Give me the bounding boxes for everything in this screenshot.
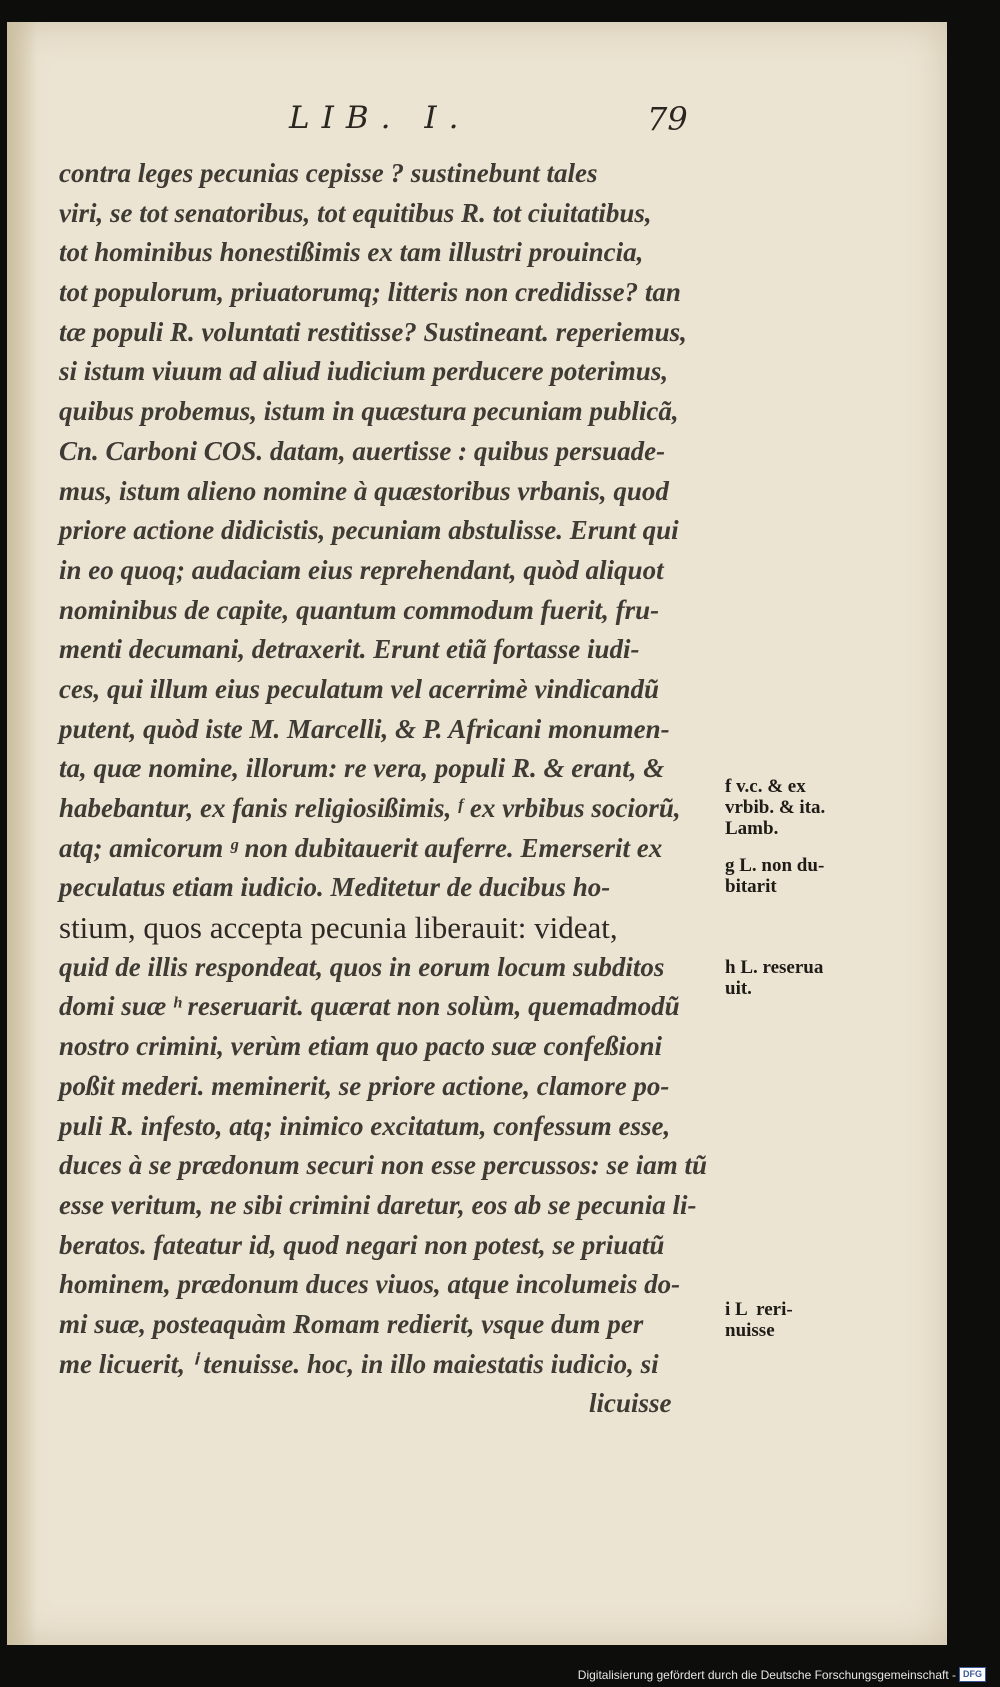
text-line: quid de illis respondeat, quos in eorum locum subditos: [59, 951, 665, 982]
running-head: LIB. I.: [289, 100, 471, 136]
text-line: contra leges pecunias cepisse ? sustinebunt tales: [59, 158, 598, 188]
text-line: ta, quæ nomine, illorum: re vera, populi R. & erant, &: [59, 753, 665, 784]
text-line: puli R. infesto, atq; inimico excitatum, confessum esse,: [59, 1110, 671, 1141]
text-line: quibus probemus, istum in quæstura pecuniam publicã,: [59, 396, 679, 427]
margin-note-i: i L reri- nuisse: [725, 1299, 793, 1341]
text-line: tæ populi R. voluntati restitisse? Sustineant. reperiemus,: [59, 316, 687, 347]
text-line: viri, se tot senatoribus, tot equitibus R. tot ciuitatibus,: [59, 197, 652, 228]
dfg-logo: DFG: [959, 1667, 986, 1682]
text-line: peculatus etiam iudicio. Meditetur de ducibus ho-: [59, 872, 611, 903]
text-line: me licuerit, ⁱ tenuisse. hoc, in illo maiestatis iudicio, si: [59, 1348, 659, 1379]
text-line: domi suæ ʰ reseruarit. quærat non solùm, quemadmodũ: [59, 991, 680, 1022]
text-line: hominem, prædonum duces viuos, atque incolumeis do-: [59, 1269, 681, 1300]
catchword: licuisse: [589, 1388, 672, 1419]
text-line: tot hominibus honestißimis ex tam illustri prouincia,: [59, 237, 644, 268]
text-line: priore actione didicistis, pecuniam abstulisse. Erunt qui: [59, 515, 679, 546]
text-line: Cn. Carboni COS. datam, auertisse : quibus persuade-: [59, 435, 666, 466]
text-line: putent, quòd iste M. Marcelli, & P. Africani monumen-: [59, 713, 670, 744]
text-line: duces à se prædonum securi non esse percussos: se iam tũ: [59, 1150, 708, 1181]
text-line: mi suæ, posteaquàm Romam redierit, vsque dum per: [59, 1308, 644, 1339]
text-line: menti decumani, detraxerit. Erunt etiã fortasse iudi-: [59, 634, 640, 665]
margin-note-h: h L. reserua uit.: [725, 957, 824, 999]
text-line: si istum viuum ad aliud iudicium perducere poterimus,: [59, 356, 669, 387]
credit-text: Digitalisierung gefördert durch die Deutsche Forschungsgemeinschaft -: [577, 1667, 956, 1682]
margin-note-f: f v.c. & ex vrbib. & ita. Lamb.: [725, 776, 826, 839]
text-line: ces, qui illum eius peculatum vel acerrimè vindicandũ: [59, 673, 659, 704]
page-header: [7, 100, 947, 140]
text-line: esse veritum, ne sibi crimini daretur, eos ab se pecunia li-: [59, 1189, 697, 1220]
page-gutter-shadow: [7, 22, 37, 1645]
page-number: 79: [647, 100, 688, 138]
text-line: poßit mederi. meminerit, se priore actione, clamore po-: [59, 1070, 670, 1101]
text-line: beratos. fateatur id, quod negari non potest, se priuatũ: [59, 1229, 665, 1260]
text-line: nostro crimini, verùm etiam quo pacto suæ confeßioni: [59, 1031, 663, 1062]
text-line: tot populorum, priuatorumq; litteris non credidisse? tan: [59, 277, 681, 308]
text-line: in eo quoq; audaciam eius reprehendant, quòd aliquot: [59, 554, 664, 585]
digitization-credit: [578, 1667, 986, 1682]
margin-note-g: g L. non du- bitarit: [725, 855, 825, 897]
text-line: mus, istum alieno nomine à quæstoribus vrbanis, quod: [59, 475, 669, 506]
text-line: stium, quos accepta pecunia liberauit: videat,: [59, 910, 618, 946]
book-page: [7, 22, 947, 1645]
text-line: atq; amicorum ᵍ non dubitauerit auferre. Emerserit ex: [59, 832, 663, 863]
text-line: habebantur, ex fanis religiosißimis, ᶠ ex vrbibus sociorũ,: [59, 793, 681, 823]
main-text-block: [59, 154, 739, 1424]
text-line: nominibus de capite, quantum commodum fuerit, fru-: [59, 594, 660, 625]
